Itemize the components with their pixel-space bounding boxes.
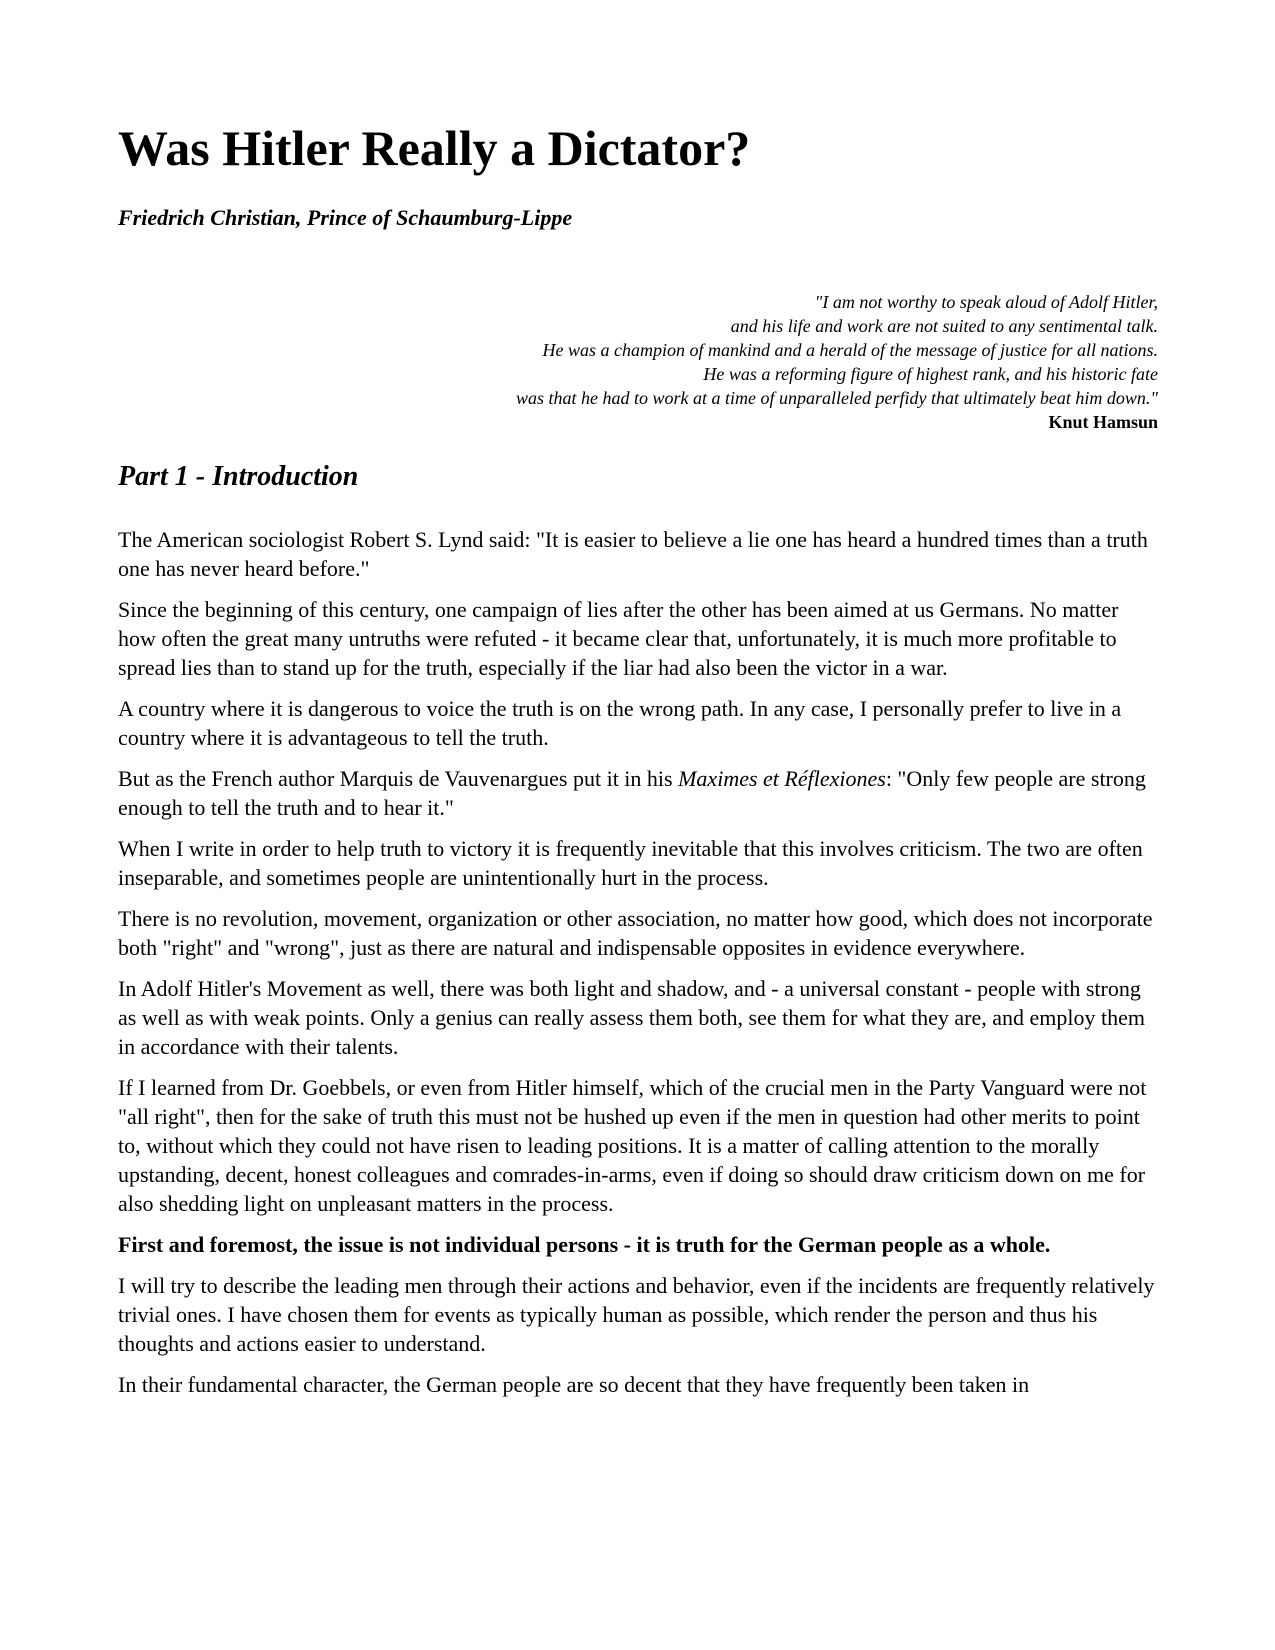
emphasis-paragraph: First and foremost, the issue is not individual persons - it is truth for the German people as a whole. [118,1232,1051,1257]
body-text [118,525,1158,1411]
paragraph: Since the beginning of this century, one campaign of lies after the other has been aimed at us Germans. No matter how often the great many untruths were refuted - it became clear that, unfortunately, it is much more profitable to spread lies than to stand up for the truth, especially if the liar had also been the victor in a war. [118,597,1119,680]
document-title: Was Hitler Really a Dictator? [118,120,751,176]
epigraph-line: was that he had to work at a time of unparalleled perfidy that ultimately beat him down." [515,388,1158,408]
paragraph: A country where it is dangerous to voice the truth is on the wrong path. In any case, I personally prefer to live in a country where it is advantageous to tell the truth. [118,696,1122,750]
section-heading: Part 1 - Introduction [118,461,359,492]
epigraph-quote [118,290,1158,434]
book-title: Maximes et Réflexiones [678,766,886,791]
paragraph: There is no revolution, movement, organization or other association, no matter how good, which does not incorporate both "right" and "wrong", just as there are natural and indispensable opposites in evidence everywhere. [118,906,1153,960]
paragraph: In Adolf Hitler's Movement as well, there was both light and shadow, and - a universal constant - people with strong as well as with weak points. Only a genius can really assess them both, see them for what they are, and employ them in accordance with their talents. [118,976,1146,1059]
epigraph-line: He was a reforming figure of highest rank, and his historic fate [703,364,1158,384]
paragraph: If I learned from Dr. Goebbels, or even from Hitler himself, which of the crucial men in the Party Vanguard were not "all right", then for the sake of truth this must not be hushed up even if the men in question had other merits to point to, without which they could not have risen to leading positions. It is a matter of calling attention to the morally upstanding, decent, honest colleagues and comrades-in-arms, even if doing so should draw criticism down on me for also shedding light on unpleasant matters in the process. [118,1075,1147,1216]
paragraph-text: : "Only few people are strong enough to tell the truth and to hear it." [118,766,1146,820]
paragraph: In their fundamental character, the German people are so decent that they have frequently been taken in [118,1372,1030,1397]
epigraph-line: and his life and work are not suited to any sentimental talk. [730,316,1158,336]
paragraph: I will try to describe the leading men through their actions and behavior, even if the incidents are frequently relatively trivial ones. I have chosen them for events as typically human as possible, which render the person and thus his thoughts and actions easier to understand. [118,1273,1155,1356]
epigraph-line: "I am not worthy to speak aloud of Adolf Hitler, [814,292,1158,312]
paragraph-with-citation [118,764,1158,822]
paragraph: When I write in order to help truth to victory it is frequently inevitable that this involves criticism. The two are often inseparable, and sometimes people are unintentionally hurt in the process. [118,836,1143,890]
epigraph-attribution: Knut Hamsun [1048,412,1158,432]
epigraph-line: He was a champion of mankind and a herald of the message of justice for all nations. [542,340,1158,360]
document-author: Friedrich Christian, Prince of Schaumburg-Lippe [118,205,573,230]
paragraph-text: But as the French author Marquis de Vauvenargues put it in his [118,766,679,791]
paragraph: The American sociologist Robert S. Lynd said: "It is easier to believe a lie one has heard a hundred times than a truth one has never heard before." [118,527,1148,581]
